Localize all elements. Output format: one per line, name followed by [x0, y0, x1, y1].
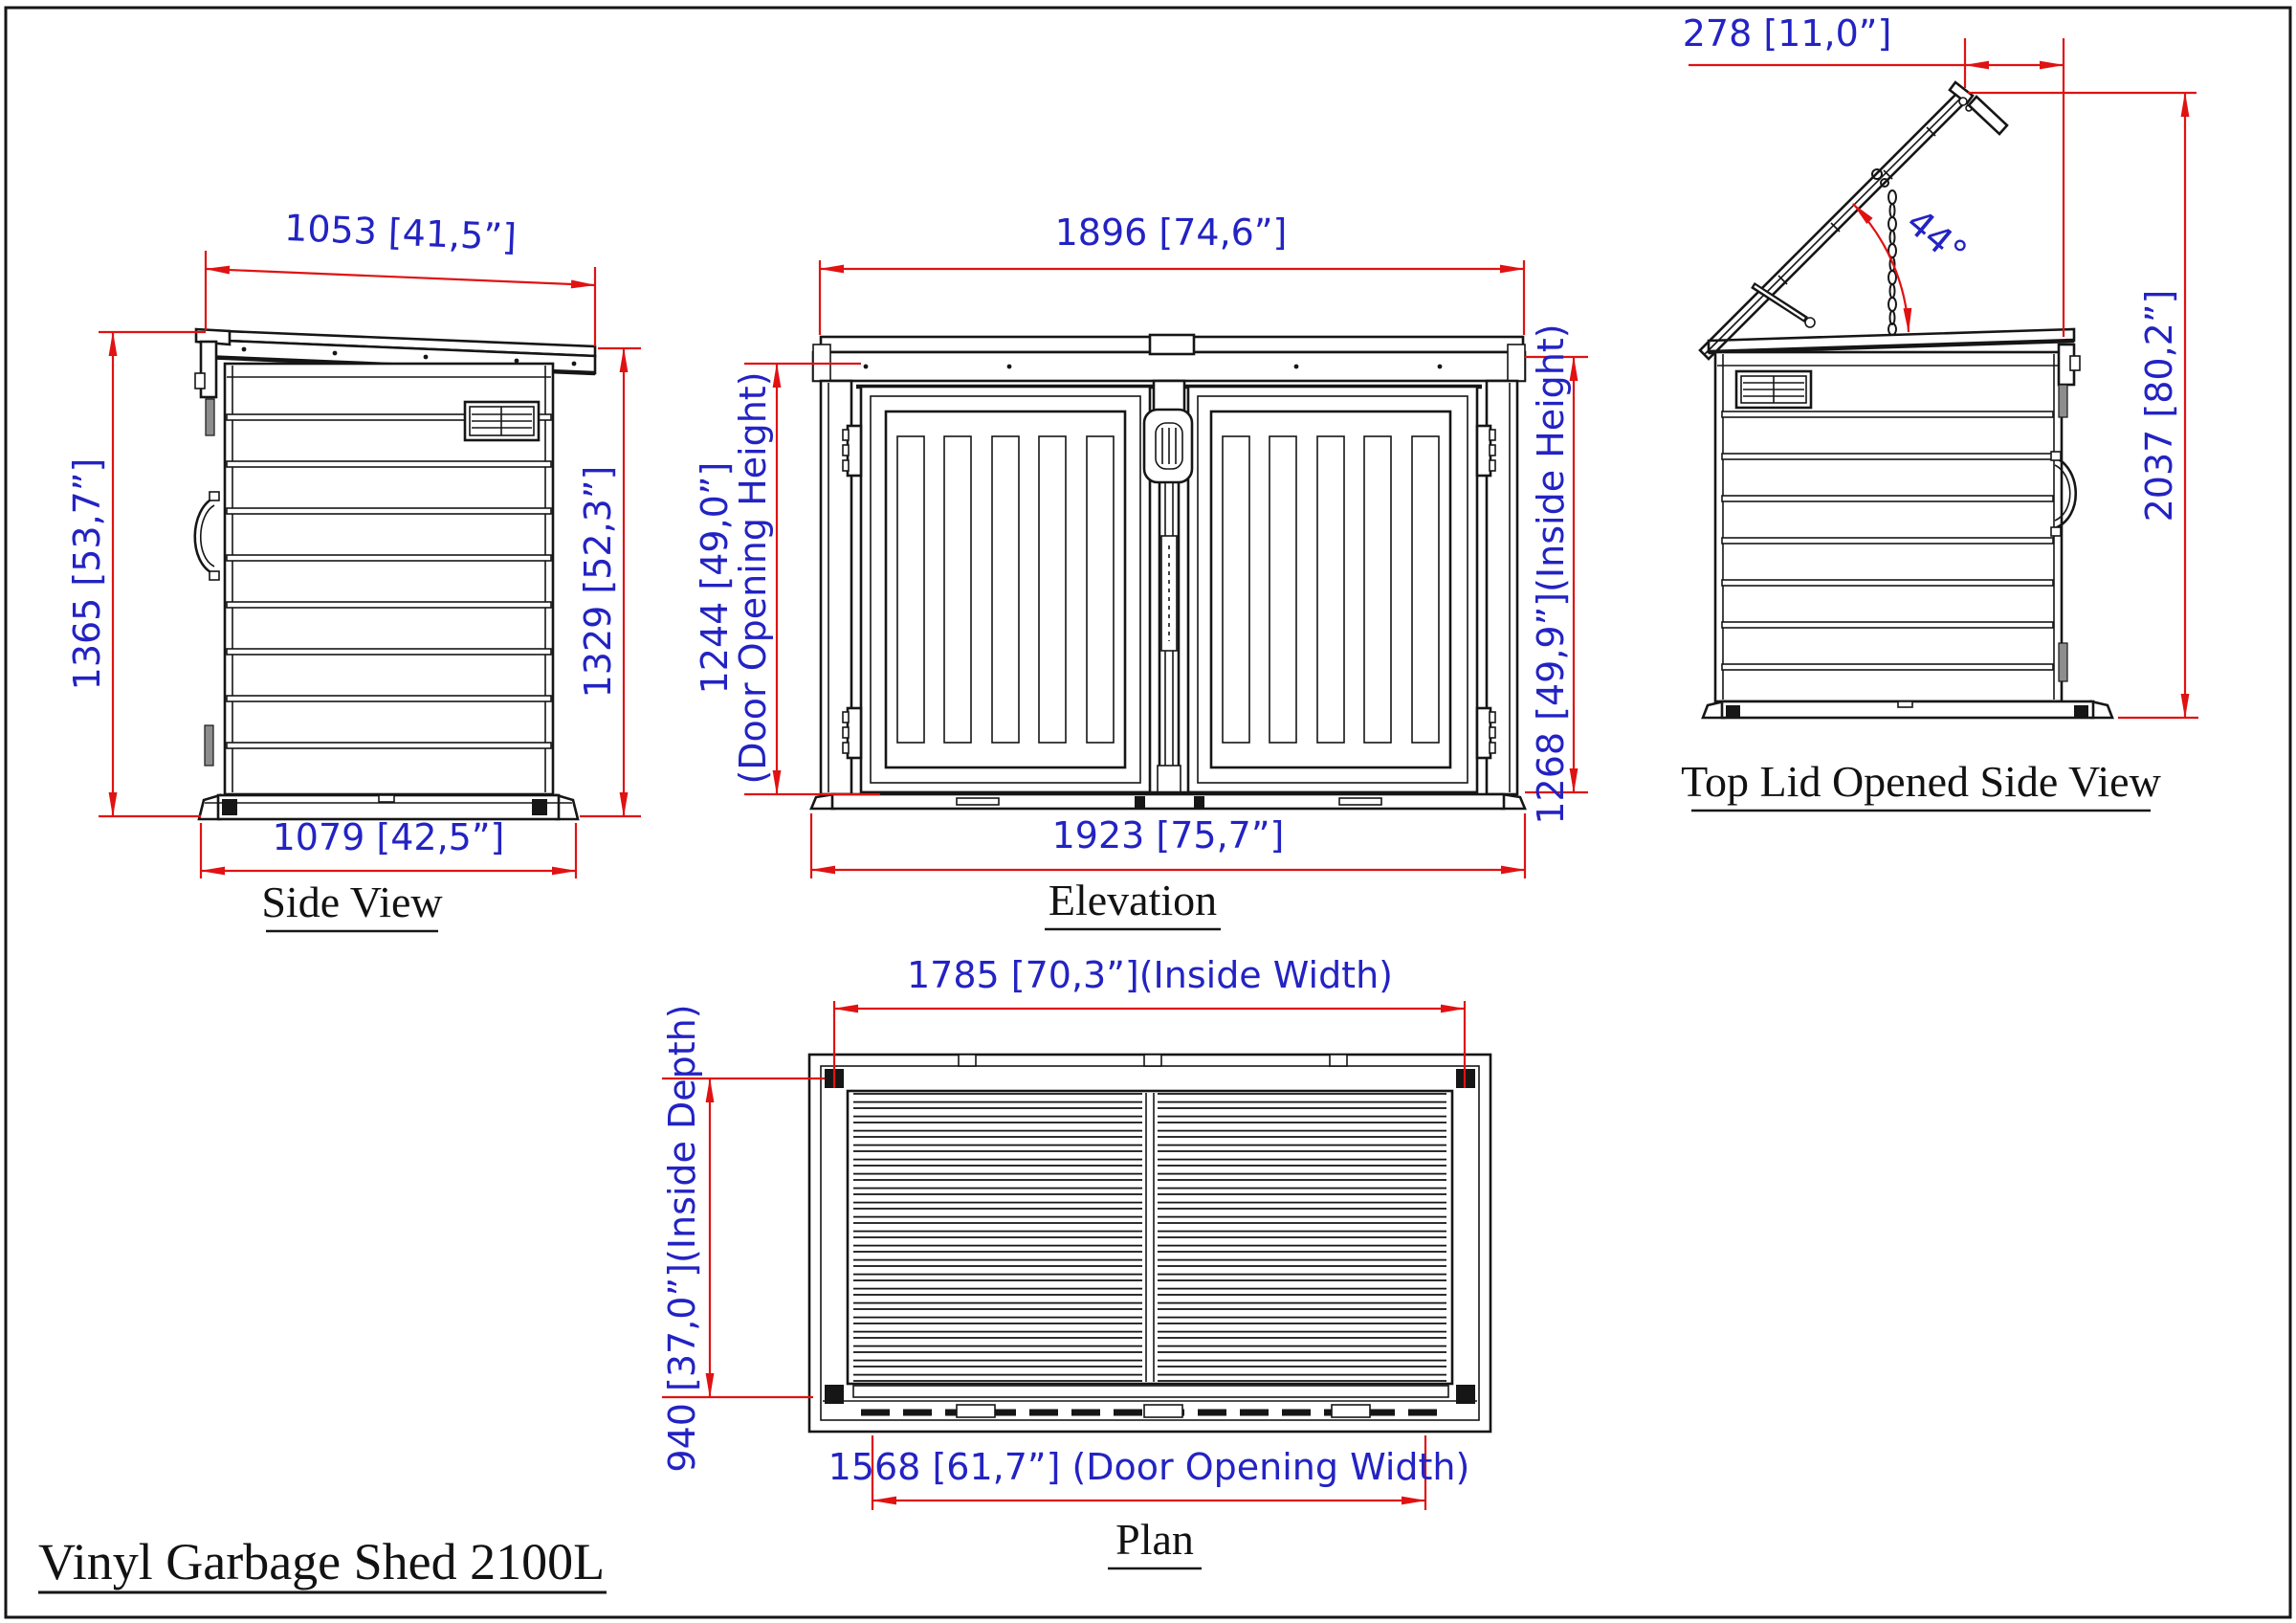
toplid-chain — [1872, 169, 1896, 335]
plan-dim-bottom: 1568 [61,7”] (Door Opening Width) — [828, 1446, 1470, 1488]
elevation-base — [811, 793, 1525, 809]
side-view-label: Side View — [261, 878, 443, 926]
side-view-vent-icon — [465, 402, 539, 440]
toplid-view-drawing — [1681, 12, 2198, 811]
elevation-dim-top: 1896 [74,6”] — [1054, 211, 1288, 254]
toplid-label: Top Lid Opened Side View — [1681, 757, 2161, 806]
elevation-dim-left-note: (Door Opening Height) — [732, 371, 774, 785]
side-dim-right: 1329 [52,3”] — [577, 465, 619, 699]
toplid-dim-top: 278 [11,0”] — [1682, 12, 1892, 55]
elevation-dim-left-value: 1244 [49,0”] — [694, 461, 736, 695]
elevation-label: Elevation — [1048, 876, 1218, 924]
drawing-title: Vinyl Garbage Shed 2100L — [38, 1533, 606, 1590]
plan-view-drawing — [661, 954, 1490, 1568]
side-view-hardware — [195, 342, 219, 766]
plan-label: Plan — [1115, 1515, 1194, 1564]
toplid-base — [1703, 701, 2112, 718]
side-view-drawing — [66, 207, 641, 931]
toplid-dim-angle: 44° — [1898, 200, 1976, 275]
elevation-dim-bottom: 1923 [75,7”] — [1051, 814, 1285, 856]
toplid-vent-icon — [1736, 371, 1811, 408]
elevation-left-door — [861, 387, 1150, 792]
elevation-right-door — [1188, 387, 1477, 792]
elevation-dim-right: 1268 [49,9”](Inside Height) — [1530, 323, 1572, 825]
plan-dim-left: 940 [37,0”](Inside Depth) — [661, 1004, 703, 1473]
elevation-latch — [1144, 381, 1192, 792]
toplid-dim-right: 2037 [80,2”] — [2138, 289, 2180, 522]
elevation-drawing — [694, 211, 1588, 929]
side-dim-top: 1053 [41,5”] — [283, 206, 518, 259]
side-dim-bottom: 1079 [42,5”] — [272, 816, 505, 858]
toplid-lid — [1700, 82, 2007, 359]
plan-dim-top: 1785 [70,3”](Inside Width) — [906, 954, 1394, 996]
side-dim-left: 1365 [53,7”] — [66, 457, 108, 691]
